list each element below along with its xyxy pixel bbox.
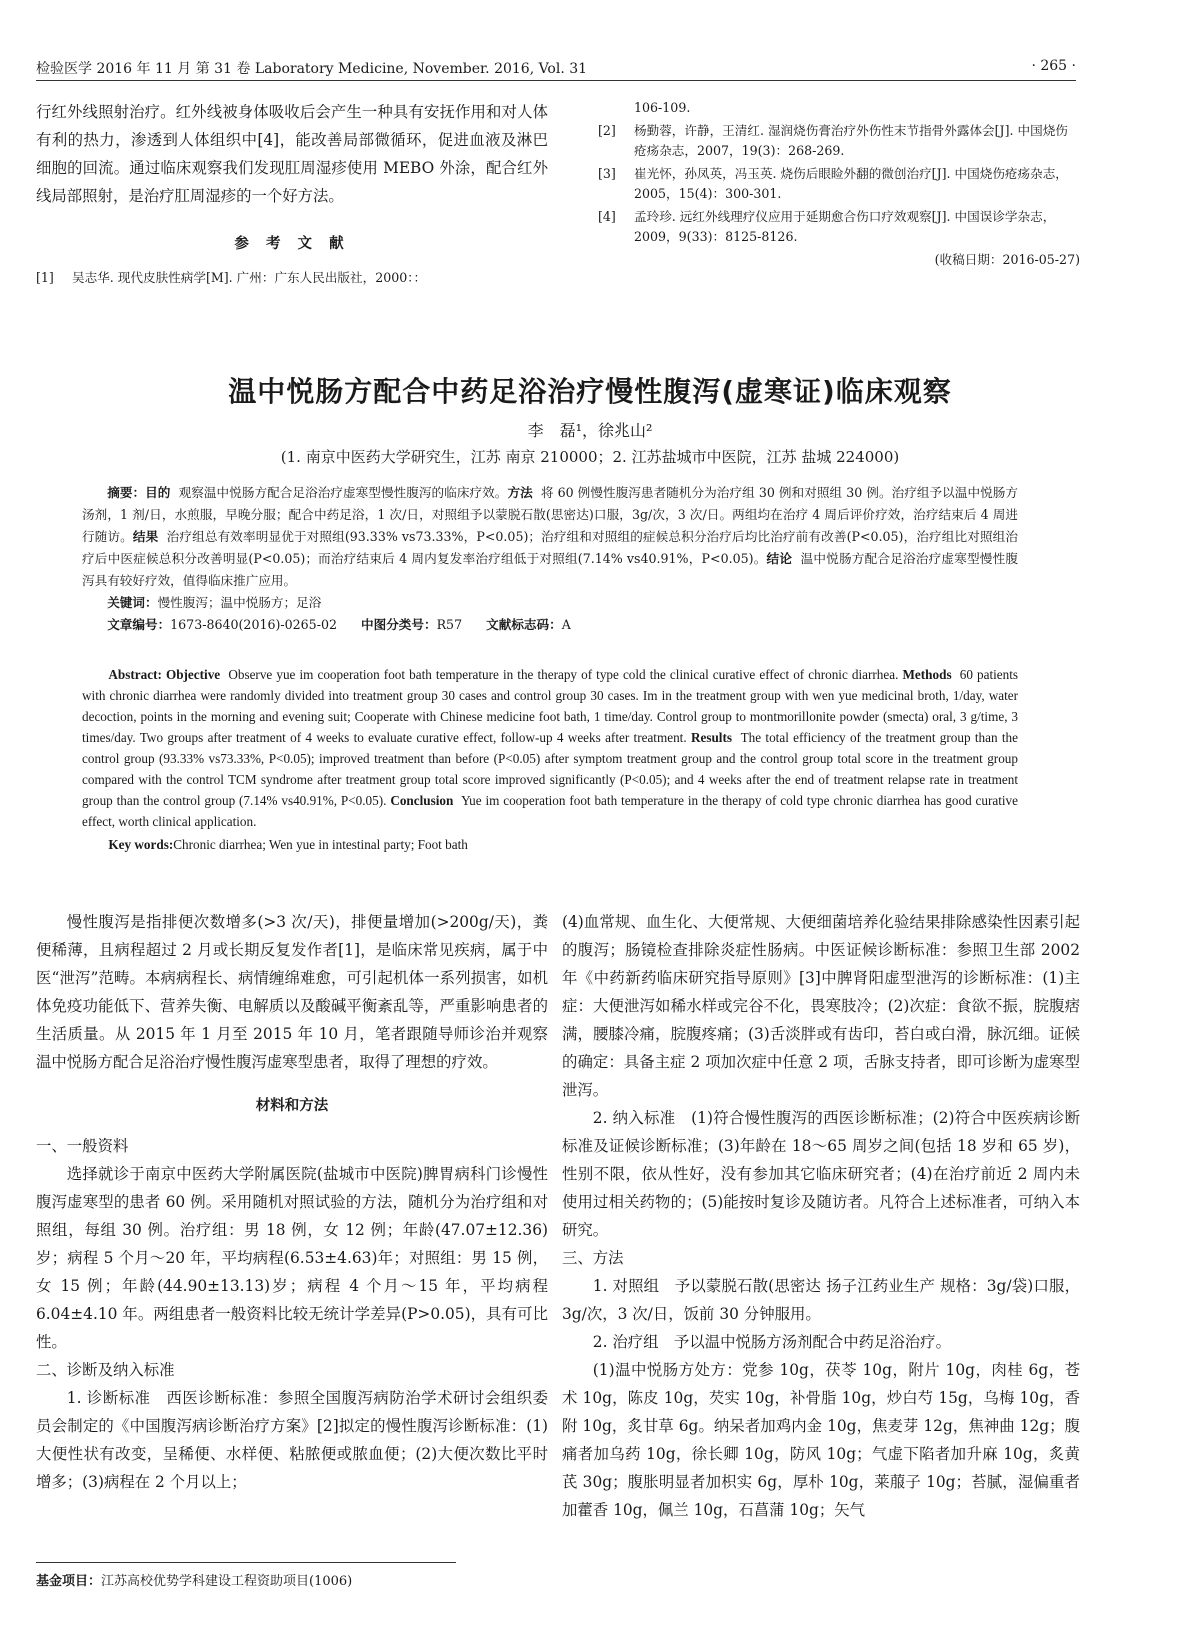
key-words-label: Key words: <box>108 837 174 852</box>
fund-text: 江苏高校优势学科建设工程资助项目(1006) <box>101 1574 353 1589</box>
classification-line <box>82 614 1018 636</box>
reference-item <box>598 164 1080 204</box>
objective-en-label: Objective <box>165 667 221 682</box>
references-heading: 参 考 文 献 <box>234 236 350 252</box>
received-date: (收稿日期：2016-05-27) <box>934 252 1080 267</box>
objective-en-text: Observe yue im cooperation foot bath temperature in the therapy of type cold the clinical curative effect of chronic diarrhea. <box>228 667 899 682</box>
diagnosis-paragraph: 1. 诊断标准 西医诊断标准：参照全国腹泻病防治学术研讨会组织委员会制定的《中国腹泻病诊断治疗方案》[2]拟定的慢性腹泻诊断标准：(1)大便性状有改变，呈稀便、水样便、粘脓便或脓血便；(2)大便次数比平时增多；(3)病程在 2 个月以上； <box>36 1389 548 1491</box>
methods-text: 将 60 例慢性腹泻患者随机分为治疗组 30 例和对照组 30 例。治疗组予以温中悦肠方汤剂，1 剂/日，水煎服，早晚分服；配合中药足浴，1 次/日，对照组予以蒙脱石散(思密达)口服，3g/次，3 次/日。两组均在治疗 4 周后评价疗效，治疗结束后 4 周进行随访。 <box>82 485 1019 544</box>
article-affiliations: (1. 南京中医药大学研究生，江苏 南京 210000；2. 江苏盐城市中医院，江苏 盐城 224000) <box>280 448 900 466</box>
body-left-column <box>36 908 548 1496</box>
methods-label: 方法 <box>507 485 533 500</box>
abstract-cn-paragraph <box>82 482 1018 592</box>
conclusion-en-label: Conclusion <box>390 793 454 808</box>
reference-text: 吴志华. 现代皮肤性病学[M]. 广州：广东人民出版社，2000：： <box>72 270 427 285</box>
funding-footnote <box>36 1570 352 1589</box>
journal-info: 检验医学 2016 年 11 月 第 31 卷 Laboratory Medicine, November. 2016, Vol. 31 <box>36 61 588 77</box>
reference-item <box>36 268 548 288</box>
reference-continuation: 106-109. <box>634 100 691 115</box>
general-data-paragraph: 选择就诊于南京中医药大学附属医院(盐城市中医院)脾胃病科门诊慢性腹泻虚寒型的患者 60 例。采用随机对照试验的方法，随机分为治疗组和对照组，每组 30 例。治疗组：男 18 例，女 12 例；年龄(47.07±12.36)岁；病程 5 个月～20 年，平均病程(6.53±4.63)年；对照组：男 15 例，女 15 例；年龄(44.90±13.13)岁；病程 4 个月～15 年，平均病程 6.04±4.10 年。两组患者一般资料比较无统计学差异(P>0.05)，具有可比性。 <box>36 1165 548 1351</box>
references-right <box>598 98 1080 270</box>
conclusion-en-text: Yue im cooperation foot bath temperature in the therapy of cold type chronic diarrhea has good curative effect, worth clinical application. <box>82 793 1018 829</box>
footnote-rule <box>36 1562 456 1563</box>
results-en-label: Results <box>690 730 732 745</box>
prescription-paragraph: (1)温中悦肠方处方：党参 10g，茯苓 10g，附片 10g，肉桂 6g，苍术 10g，陈皮 10g，芡实 10g，补骨脂 10g，炒白芍 15g，乌梅 10g，香附 10g，炙甘草 6g。纳呆者加鸡内金 10g，焦麦芽 12g，焦神曲 12g；腹痛者加乌药 10g，徐长卿 10g，防风 10g；气虚下陷者加升麻 10g，炙黄芪 30g；腹胀明显者加枳实 6g，厚朴 10g，莱菔子 10g；苔腻，湿偏重者加藿香 10g，佩兰 10g，石菖蒲 10g；矢气 <box>562 1361 1080 1519</box>
reference-item <box>598 207 1080 247</box>
section-title: 材料和方法 <box>255 1098 329 1114</box>
abstract-cn <box>82 482 1018 636</box>
reference-text: 孟玲珍. 远红外线理疗仪应用于延期愈合伤口疗效观察[J]. 中国误诊学杂志，2009，9(33)：8125-8126. <box>634 209 1056 244</box>
methods-en-label: Methods <box>902 667 952 682</box>
prev-paragraph-text: 行红外线照射治疗。红外线被身体吸收后会产生一种具有安抚作用和对人体有利的热力，渗透到人体组织中[4]，能改善局部微循环，促进血液及淋巴细胞的回流。通过临床观察我们发现肛周湿疹使用 MEBO 外涂，配合红外线局部照射，是治疗肛周湿疹的一个好方法。 <box>36 103 548 205</box>
doc-code-label: 文献标志码： <box>486 617 562 632</box>
reference-number: [1] <box>36 270 54 285</box>
page-number: · 265 · <box>1031 58 1076 74</box>
clc-number: R57 <box>436 617 463 632</box>
key-words-text: Chronic diarrhea; Wen yue in intestinal party; Foot bath <box>173 837 468 852</box>
article-no-label: 文章编号： <box>107 617 171 632</box>
article-title: 温中悦肠方配合中药足浴治疗慢性腹泻(虚寒证)临床观察 <box>228 375 952 408</box>
body-right-column <box>562 908 1080 1524</box>
conclusion-label: 结论 <box>766 551 793 566</box>
subsection-heading: 一、一般资料 <box>36 1137 129 1155</box>
keywords-label: 关键词： <box>107 595 158 610</box>
inclusion-paragraph: 2. 纳入标准 (1)符合慢性腹泻的西医诊断标准；(2)符合中医疾病诊断标准及证候诊断标准；(3)年龄在 18～65 周岁之间(包括 18 岁和 65 岁)，性别不限，依从性好，没有参加其它临床研究者；(4)在治疗前近 2 周内未使用过相关药物的；(5)能按时复诊及随访者。凡符合上述标准者，可纳入本研究。 <box>562 1109 1080 1239</box>
reference-number: [4] <box>598 209 616 224</box>
doc-code: A <box>561 617 571 632</box>
control-group-paragraph: 1. 对照组 予以蒙脱石散(思密达 扬子江药业生产 规格：3g/袋)口服，3g/次，3 次/日，饭前 30 分钟服用。 <box>562 1277 1080 1323</box>
article-authors: 李 磊¹，徐兆山² <box>527 421 653 440</box>
subsection-heading: 三、方法 <box>562 1249 624 1267</box>
reference-text: 崔光怀，孙凤英，冯玉英. 烧伤后眼睑外翻的微创治疗[J]. 中国烧伤疮疡杂志，2005，15(4)：300-301. <box>634 166 1068 201</box>
treatment-group-paragraph: 2. 治疗组 予以温中悦肠方汤剂配合中药足浴治疗。 <box>592 1333 951 1351</box>
article-no: 1673-8640(2016)-0265-02 <box>170 617 337 632</box>
key-words-line <box>82 834 1018 855</box>
diagnosis-continued-paragraph: (4)血常规、血生化、大便常规、大便细菌培养化验结果排除感染性因素引起的腹泻；肠镜检查排除炎症性肠病。中医证候诊断标准：参照卫生部 2002 年《中药新药临床研究指导原则》[3]中脾肾阳虚型泄泻的诊断标准：(1)主症：大便泄泻如稀水样或完谷不化，畏寒肢冷；(2)次症：食欲不振，脘腹痞满，腰膝冷痛，脘腹疼痛；(3)舌淡胖或有齿印，苔白或白滑，脉沉细。证候的确定：具备主症 2 项加次症中任意 2 项，舌脉支持者，即可诊断为虚寒型泄泻。 <box>562 913 1080 1099</box>
abstract-en <box>82 664 1018 855</box>
results-en-text: The total efficiency of the treatment group than the control group (93.33% vs73.33%, P<0.05); improved treatment than before (P<0.05) after symptom treatment group and the control group total score in the treatment group compared with the control TCM syndrome after treatment group total score improved significantly (P<0.05); and 4 weeks after the end of treatment relapse rate in treatment group than the control group (7.14% vs40.91%, P<0.05). <box>82 730 1018 808</box>
subsection-heading: 二、诊断及纳入标准 <box>36 1361 175 1379</box>
references-left <box>36 268 548 291</box>
keywords-text: 慢性腹泻；温中悦肠方；足浴 <box>157 595 322 610</box>
fund-label: 基金项目： <box>36 1574 102 1589</box>
conclusion-text: 温中悦肠方配合足浴治疗虚寒型慢性腹泻具有较好疗效，值得临床推广应用。 <box>82 551 1019 588</box>
header-rule <box>36 80 1076 81</box>
results-text: 治疗组总有效率明显优于对照组(93.33% vs73.33%，P<0.05)；治疗组和对照组的症候总积分治疗后均比治疗前有改善(P<0.05)，治疗组比对照组治疗后中医症候总积分改善明显(P<0.05)；而治疗结束后 4 周内复发率治疗组低于对照组(7.14% vs40.91%，P<0.05)。 <box>82 529 1019 566</box>
objective-text: 观察温中悦肠方配合足浴治疗虚寒型慢性腹泻的临床疗效。 <box>178 485 508 500</box>
abstract-en-label: Abstract: <box>108 667 162 682</box>
abstract-label: 摘要： <box>107 485 146 500</box>
objective-label: 目的 <box>145 485 171 500</box>
abstract-en-paragraph <box>82 664 1018 832</box>
reference-text: 杨勤蓉，许静，王清红. 湿润烧伤膏治疗外伤性末节指骨外露体会[J]. 中国烧伤疮疡杂志，2007，19(3)：268-269. <box>634 123 1068 158</box>
prev-article-paragraph <box>36 98 548 210</box>
results-label: 结果 <box>132 529 159 544</box>
keywords-line <box>82 592 1018 614</box>
intro-paragraph: 慢性腹泻是指排便次数增多(>3 次/天)，排便量增加(>200g/天)，粪便稀薄，且病程超过 2 月或长期反复发作者[1]，是临床常见疾病，属于中医“泄泻”范畴。本病病程长、病情缠绵难愈，可引起机体一系列损害，如机体免疫功能低下、营养失衡、电解质以及酸碱平衡紊乱等，严重影响患者的生活质量。从 2015 年 1 月至 2015 年 10 月，笔者跟随导师诊治并观察温中悦肠方配合足浴治疗慢性腹泻虚寒型患者，取得了理想的疗效。 <box>36 913 548 1071</box>
reference-item <box>598 121 1080 161</box>
clc-label: 中图分类号： <box>361 617 437 632</box>
methods-en-text: 60 patients with chronic diarrhea were randomly divided into treatment group 30 cases and control group 30 cases. Im in the treatment group with wen yue medicinal broth, 1/day, water decoction, points in the morning and evening suit; Cooperate with Chinese medicine foot bath, 1 time/day. Control group to montmorillonite powder (smecta) oral, 3 g/time, 3 times/day. Two groups after treatment of 4 weeks to evaluate curative effect, follow-up 4 weeks after treatment. <box>82 667 1019 745</box>
reference-number: [3] <box>598 166 616 181</box>
reference-number: [2] <box>598 123 616 138</box>
